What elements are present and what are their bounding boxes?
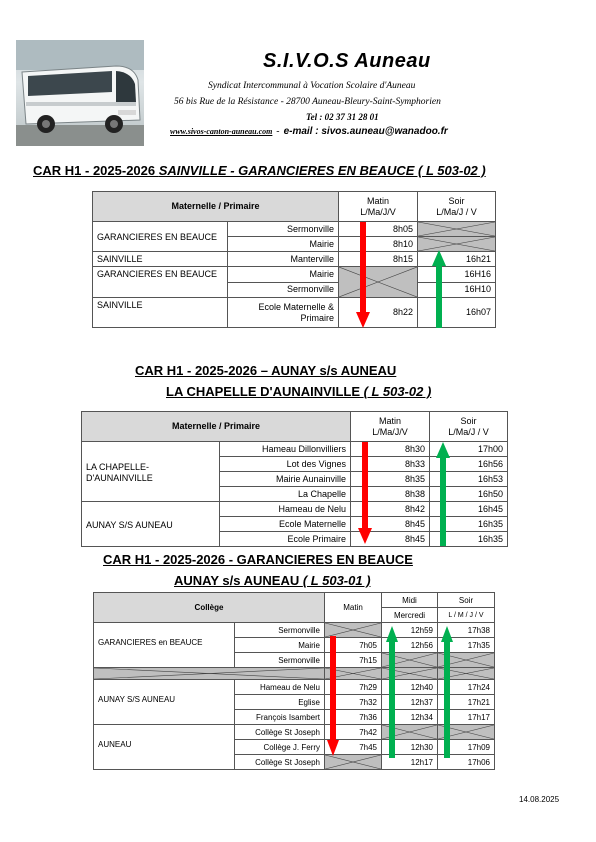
section3-title-line1: CAR H1 - 2025-2026 - GARANCIERES EN BEAUCE [103,552,413,567]
midi-cell: 12h37 [382,695,438,710]
section3-title-italic: ( L 503-01 ) [302,573,371,588]
stop-cell: Eglise [235,695,325,710]
email-text: e-mail : sivos.auneau@wanadoo.fr [283,126,448,137]
matin-days: L/Ma/J/V [360,206,396,217]
stop-cell: Sermonville [228,222,339,237]
table-row [93,252,496,267]
soir-cell: 17h35 [438,638,495,653]
stop-cell: Hameau Dillonvilliers [220,442,351,457]
stop-cell: Mairie [235,638,325,653]
town-cell: SAINVILLE [93,252,228,267]
matin-cell: 8h38 [351,487,430,502]
soir-cell: 17h24 [438,680,495,695]
bus-photo [16,40,144,146]
soir-cell: 16h35 [430,532,508,547]
midi-cell: 12h40 [382,680,438,695]
table-row [82,442,508,457]
contact-separator: - [276,127,280,137]
stop-cell: Ecole Primaire [220,532,351,547]
spacer-cell [382,668,438,680]
soir-cell: 16h35 [430,517,508,532]
table-row [82,502,508,517]
col-matin-header [339,192,418,222]
town-cell: AUNAY S/S AUNEAU [82,502,220,547]
no-service-cell [339,267,418,298]
stop-cell: Ecole Maternelle [220,517,351,532]
matin-cell: 8h45 [351,517,430,532]
section1-title [33,163,486,178]
table-row [93,267,496,283]
town-cell: AUNAY S/S AUNEAU [94,680,235,725]
no-service-cell [438,653,495,668]
matin-cell: 7h29 [325,680,382,695]
matin-cell: 8h42 [351,502,430,517]
no-service-cell [325,623,382,638]
soir-label: Soir [460,415,477,426]
col-matin-header [351,412,430,442]
soir-cell: 16h53 [430,472,508,487]
website-link[interactable]: www.sivos-canton-auneau.com [170,127,273,136]
matin-cell: 7h32 [325,695,382,710]
col-soir-header [430,412,508,442]
section3-title-plain: AUNAY s/s AUNEAU [174,573,303,588]
stop-cell: Hameau de Nelu [220,502,351,517]
table-row [94,725,495,740]
section3-title-line2 [174,573,371,588]
soir-days: L/Ma/J / V [436,206,477,217]
matin-days: L/Ma/J/V [372,426,408,437]
midi-cell: 12h34 [382,710,438,725]
no-service-cell [418,222,496,237]
soir-cell: 17h09 [438,740,495,755]
stop-cell: François Isambert [235,710,325,725]
org-contact [170,126,448,137]
town-cell: LA CHAPELLE-D'AUNAINVILLE [82,442,220,502]
town-cell: SAINVILLE [93,298,228,328]
matin-cell: 8h22 [339,298,418,328]
soir-cell: 16h21 [418,252,496,267]
soir-days: L/Ma/J / V [448,426,489,437]
matin-label: Matin [367,195,390,206]
matin-label: Matin [379,415,402,426]
matin-cell: 8h05 [339,222,418,237]
section2-title-line1: CAR H1 - 2025-2026 – AUNAY s/s AUNEAU [135,363,397,378]
soir-cell: 16h45 [430,502,508,517]
midi-cell: 12h56 [382,638,438,653]
spacer-cell [94,668,325,680]
matin-cell: 8h45 [351,532,430,547]
no-service-cell [382,653,438,668]
soir-cell: 16h50 [430,487,508,502]
soir-cell: 17h21 [438,695,495,710]
matin-cell: 7h05 [325,638,382,653]
matin-cell: 8h35 [351,472,430,487]
org-title: S.I.V.O.S Auneau [263,50,431,72]
section1-title-plain: CAR H1 - 2025-2026 [33,163,159,178]
section1-title-italic: SAINVILLE - GARANCIERES EN BEAUCE ( L 503-02 ) [158,163,486,178]
no-service-cell [418,237,496,252]
stop-cell: Mairie [228,267,339,283]
matin-cell: 8h33 [351,457,430,472]
soir-cell: 17h00 [430,442,508,457]
soir-cell: 16H10 [418,282,496,298]
section2-title-italic: ( L 503-02 ) [363,384,432,399]
col-soir-days: L / M / J / V [438,608,495,623]
col-matin-header: Matin [325,593,382,623]
soir-cell: 16H16 [418,267,496,283]
org-phone: Tel : 02 37 31 28 01 [306,112,379,122]
org-subtitle: Syndicat Intercommunal à Vocation Scolaire d'Auneau [208,81,416,91]
spacer-row [94,668,495,680]
table-row [93,222,496,237]
matin-cell: 7h15 [325,653,382,668]
col-midi-header: Midi [382,593,438,608]
section2-title-line2 [166,384,431,399]
section3-table [93,592,495,770]
matin-cell: 8h10 [339,237,418,252]
table-row [93,298,496,328]
midi-cell: 12h17 [382,755,438,770]
stop-cell: Lot des Vignes [220,457,351,472]
matin-cell: 7h36 [325,710,382,725]
soir-cell: 17h38 [438,623,495,638]
col-midi-days: Mercredi [382,608,438,623]
no-service-cell [438,725,495,740]
soir-cell: 16h56 [430,457,508,472]
matin-cell: 8h30 [351,442,430,457]
section1-table [92,191,496,328]
matin-cell: 7h45 [325,740,382,755]
col-soir-header [418,192,496,222]
stop-cell: Hameau de Nelu [235,680,325,695]
stop-cell: Sermonville [235,653,325,668]
midi-cell: 12h30 [382,740,438,755]
stop-cell: Mairie Aunainville [220,472,351,487]
soir-label: Soir [448,195,465,206]
stop-cell: Ecole Maternelle & Primaire [228,298,339,328]
section2-title-plain: LA CHAPELLE D'AUNAINVILLE [166,384,364,399]
midi-cell: 12h59 [382,623,438,638]
col-group-header: Maternelle / Primaire [93,192,339,222]
matin-cell: 7h42 [325,725,382,740]
spacer-cell [438,668,495,680]
town-cell: AUNEAU [94,725,235,770]
stop-cell: Manterville [228,252,339,267]
soir-cell: 17h17 [438,710,495,725]
col-group-header: Maternelle / Primaire [82,412,351,442]
section2-table [81,411,508,547]
stop-cell: La Chapelle [220,487,351,502]
town-cell: GARANCIERES EN BEAUCE [93,267,228,298]
spacer-cell [325,668,382,680]
town-cell: GARANCIERES EN BEAUCE [93,222,228,252]
stop-cell: Mairie [228,237,339,252]
stop-cell: Collège St Joseph [235,725,325,740]
stop-cell: Collège J. Ferry [235,740,325,755]
no-service-cell [325,755,382,770]
soir-cell: 17h06 [438,755,495,770]
table-row [94,680,495,695]
footer-date: 14.08.2025 [519,795,560,804]
col-group-header: Collège [94,593,325,623]
org-address: 56 bis Rue de la Résistance - 28700 Auneau-Bleury-Saint-Symphorien [174,97,441,107]
no-service-cell [382,725,438,740]
stop-cell: Sermonville [235,623,325,638]
matin-cell: 8h15 [339,252,418,267]
soir-cell: 16h07 [418,298,496,328]
col-soir-header: Soir [438,593,495,608]
town-cell: GARANCIERES en BEAUCE [94,623,235,668]
stop-cell: Collège St Joseph [235,755,325,770]
stop-cell: Sermonville [228,282,339,298]
table-row [94,623,495,638]
